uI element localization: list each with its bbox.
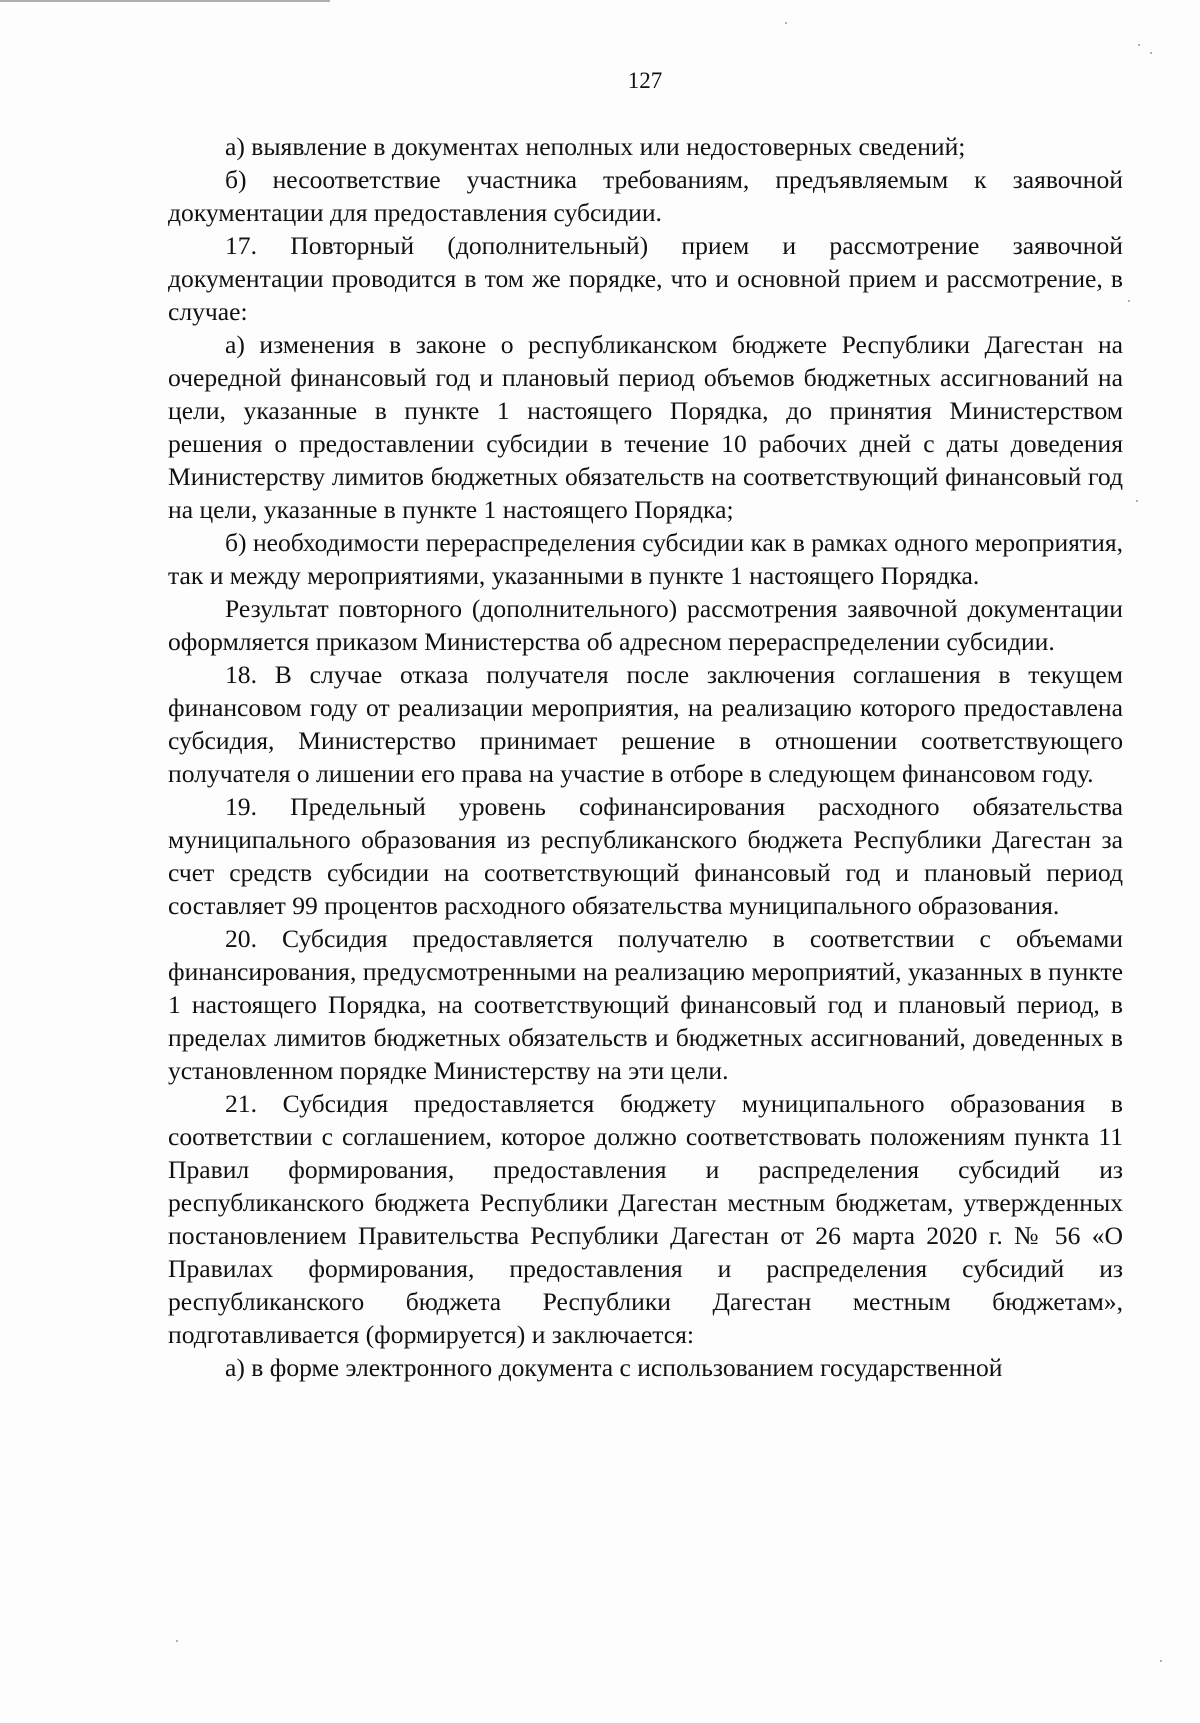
- scan-speck: [1128, 300, 1130, 302]
- paragraph-19-cofinancing-level: 19. Предельный уровень софинансирования расходного обязательства муниципального образования из республиканского бюджета Республики Дагестан за счет средств субсидии на соответствующий финансовый год и плановый период составляет 99 процентов расходного обязательства муниципального образования.: [168, 792, 1123, 920]
- paragraph-17-repeat-review: 17. Повторный (дополнительный) прием и рассмотрение заявочной документации проводится в том же порядке, что и основной прием и рассмотрение, в случае:: [168, 231, 1123, 326]
- paragraph-17-item-a-budget-change: а) изменения в законе о республиканском бюджете Республики Дагестан на очередной финансовый год и плановый период объемов бюджетных ассигнований на цели, указанные в пункте 1 настоящего Порядка, до принятия Министерством решения о предоставлении субсидии в течение 10 рабочих дней с даты доведения Министерству лимитов бюджетных обязательств на соответствующий финансовый год на цели, указанные в пункте 1 настоящего Порядка;: [168, 330, 1123, 524]
- scan-speck: [1138, 44, 1140, 46]
- paragraph-21-agreement: 21. Субсидия предоставляется бюджету муниципального образования в соответствии с соглашением, которое должно соответствовать положениям пункта 11 Правил формирования, предоставления и распределения субсидий из республиканского бюджета Республики Дагестан местным бюджетам, утвержденных постановлением Правительства Республики Дагестан от 26 марта 2020 г. № 56 «О Правилах формирования, предоставления и распределения субсидий из республиканского бюджета Республики Дагестан местным бюджетам», подготавливается (формируется) и заключается:: [168, 1089, 1123, 1349]
- scan-edge-line: [0, 0, 330, 2]
- scan-speck: [1150, 52, 1152, 54]
- paragraph-item-b-non-compliance: б) несоответствие участника требованиям, предъявляемым к заявочной документации для предоставления субсидии.: [168, 165, 1123, 227]
- paragraph-17-item-b-redistribution: б) необходимости перераспределения субсидии как в рамках одного мероприятия, так и между мероприятиями, указанными в пункте 1 настоящего Порядка.: [168, 528, 1123, 590]
- paragraph-review-result: Результат повторного (дополнительного) рассмотрения заявочной документации оформляется приказом Министерства об адресном перераспределении субсидии.: [168, 594, 1123, 656]
- paragraph-item-a-incomplete-info: а) выявление в документах неполных или недостоверных сведений;: [225, 132, 966, 161]
- scan-speck: [1160, 1660, 1162, 1662]
- paragraph-21-item-a-electronic-form: а) в форме электронного документа с использованием государственной: [225, 1353, 1003, 1382]
- page-number: 127: [627, 68, 663, 93]
- paragraph-18-refusal: 18. В случае отказа получателя после заключения соглашения в текущем финансовом году от реализации мероприятия, на реализацию которого предоставлена субсидия, Министерство принимает решение в отношении соответствующего получателя о лишении его права на участие в отборе в следующем финансовом году.: [168, 660, 1123, 788]
- scan-speck: [1136, 500, 1138, 502]
- document-body: [168, 130, 1123, 1384]
- scan-speck: [176, 1640, 178, 1642]
- scan-speck: [785, 22, 787, 24]
- paragraph-20-subsidy-volume: 20. Субсидия предоставляется получателю в соответствии с объемами финансирования, предусмотренными на реализацию мероприятий, указанных в пункте 1 настоящего Порядка, на соответствующий финансовый год и плановый период, в пределах лимитов бюджетных обязательств и бюджетных ассигнований, доведенных в установленном порядке Министерству на эти цели.: [168, 924, 1123, 1085]
